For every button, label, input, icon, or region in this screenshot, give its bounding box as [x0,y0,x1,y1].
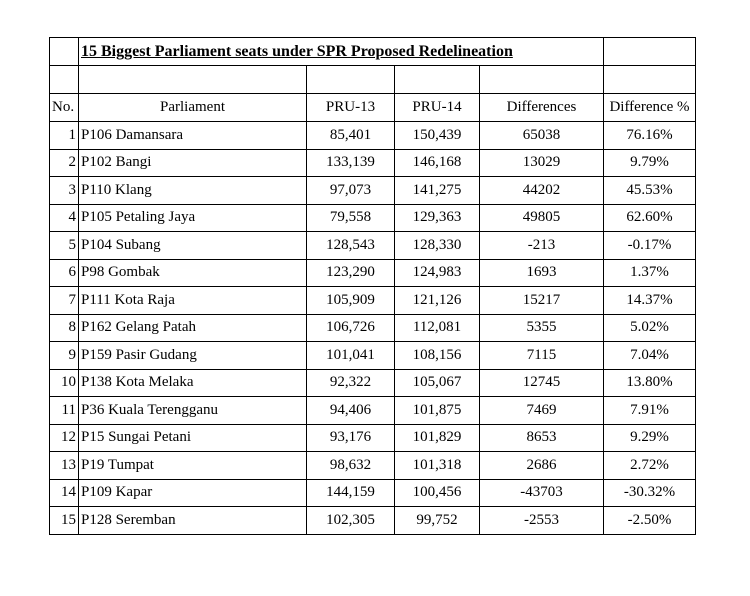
row-pru14-cell[interactable]: 105,067 [395,369,480,397]
row-no-cell[interactable]: 8 [50,314,79,342]
row-parliament-cell[interactable]: P104 Subang [79,232,307,260]
row-no-cell[interactable]: 7 [50,287,79,315]
row-diff-cell[interactable]: 13029 [480,149,604,177]
blank-cell[interactable] [50,66,79,94]
row-pru13-cell[interactable]: 97,073 [307,177,395,205]
row-diff-cell[interactable]: 15217 [480,287,604,315]
row-pct-cell[interactable]: 62.60% [604,204,696,232]
row-pct-cell[interactable]: -30.32% [604,479,696,507]
row-diff-cell[interactable]: 49805 [480,204,604,232]
row-no-cell[interactable]: 11 [50,397,79,425]
seats-table [49,37,696,535]
row-pct-cell[interactable]: 9.29% [604,424,696,452]
blank-cell[interactable] [480,66,604,94]
row-parliament-cell[interactable]: P19 Tumpat [79,452,307,480]
row-pru13-cell[interactable]: 106,726 [307,314,395,342]
row-pru14-cell[interactable]: 99,752 [395,507,480,535]
row-pru13-cell[interactable]: 105,909 [307,287,395,315]
row-pru14-cell[interactable]: 100,456 [395,479,480,507]
row-diff-cell[interactable]: 2686 [480,452,604,480]
row-pru13-cell[interactable]: 144,159 [307,479,395,507]
row-pct-cell[interactable]: 76.16% [604,122,696,150]
table-row [50,232,696,260]
title-pct-cell[interactable] [604,38,696,66]
row-pru14-cell[interactable]: 146,168 [395,149,480,177]
row-diff-cell[interactable]: 65038 [480,122,604,150]
row-no-cell[interactable]: 1 [50,122,79,150]
table-row [50,149,696,177]
header-pru13[interactable]: PRU-13 [307,94,395,122]
row-parliament-cell[interactable]: P98 Gombak [79,259,307,287]
row-parliament-cell[interactable]: P162 Gelang Patah [79,314,307,342]
row-pru14-cell[interactable]: 150,439 [395,122,480,150]
title-blank-cell[interactable] [50,38,79,66]
table-row [50,177,696,205]
row-diff-cell[interactable]: -43703 [480,479,604,507]
row-pct-cell[interactable]: -0.17% [604,232,696,260]
row-pru13-cell[interactable]: 93,176 [307,424,395,452]
row-parliament-cell[interactable]: P102 Bangi [79,149,307,177]
table-row [50,424,696,452]
row-pct-cell[interactable]: 14.37% [604,287,696,315]
table-row [50,287,696,315]
row-pct-cell[interactable]: 2.72% [604,452,696,480]
row-pct-cell[interactable]: 7.91% [604,397,696,425]
table-body [50,38,696,535]
row-parliament-cell[interactable]: P105 Petaling Jaya [79,204,307,232]
row-pru14-cell[interactable]: 101,318 [395,452,480,480]
table-row [50,397,696,425]
row-no-cell[interactable]: 2 [50,149,79,177]
blank-cell[interactable] [79,66,307,94]
row-pct-cell[interactable]: -2.50% [604,507,696,535]
header-differences[interactable]: Differences [480,94,604,122]
row-parliament-cell[interactable]: P15 Sungai Petani [79,424,307,452]
row-no-cell[interactable]: 13 [50,452,79,480]
row-no-cell[interactable]: 10 [50,369,79,397]
row-no-cell[interactable]: 12 [50,424,79,452]
row-pct-cell[interactable]: 7.04% [604,342,696,370]
row-diff-cell[interactable]: 44202 [480,177,604,205]
row-pru14-cell[interactable]: 124,983 [395,259,480,287]
row-pct-cell[interactable]: 13.80% [604,369,696,397]
table-row [50,452,696,480]
row-pru13-cell[interactable]: 128,543 [307,232,395,260]
row-pru14-cell[interactable]: 101,875 [395,397,480,425]
row-pru14-cell[interactable]: 129,363 [395,204,480,232]
row-diff-cell[interactable]: 12745 [480,369,604,397]
row-parliament-cell[interactable]: P159 Pasir Gudang [79,342,307,370]
row-pru13-cell[interactable]: 98,632 [307,452,395,480]
table-row [50,122,696,150]
blank-cell[interactable] [604,66,696,94]
row-parliament-cell[interactable]: P110 Klang [79,177,307,205]
row-parliament-cell[interactable]: P109 Kapar [79,479,307,507]
row-pru14-cell[interactable]: 121,126 [395,287,480,315]
row-no-cell[interactable]: 4 [50,204,79,232]
row-pct-cell[interactable]: 1.37% [604,259,696,287]
table-row [50,204,696,232]
row-parliament-cell[interactable]: P36 Kuala Terengganu [79,397,307,425]
row-pru13-cell[interactable]: 101,041 [307,342,395,370]
row-pru13-cell[interactable]: 92,322 [307,369,395,397]
table-title[interactable]: 15 Biggest Parliament seats under SPR Proposed Redelineation [79,38,604,66]
row-no-cell[interactable]: 15 [50,507,79,535]
row-pct-cell[interactable]: 5.02% [604,314,696,342]
row-no-cell[interactable]: 14 [50,479,79,507]
table-row [50,507,696,535]
row-pru13-cell[interactable]: 85,401 [307,122,395,150]
row-pru14-cell[interactable]: 112,081 [395,314,480,342]
blank-cell[interactable] [307,66,395,94]
row-no-cell[interactable]: 6 [50,259,79,287]
table-row [50,479,696,507]
row-pru13-cell[interactable]: 79,558 [307,204,395,232]
row-pru14-cell[interactable]: 128,330 [395,232,480,260]
row-diff-cell[interactable]: 7469 [480,397,604,425]
row-parliament-cell[interactable]: P111 Kota Raja [79,287,307,315]
row-pru14-cell[interactable]: 141,275 [395,177,480,205]
header-difference-pct[interactable]: Difference % [604,94,696,122]
header-parliament[interactable]: Parliament [79,94,307,122]
row-diff-cell[interactable]: 7115 [480,342,604,370]
table-row [50,259,696,287]
blank-row [50,66,696,94]
header-no[interactable]: No. [50,94,79,122]
row-pru14-cell[interactable]: 108,156 [395,342,480,370]
row-no-cell[interactable]: 3 [50,177,79,205]
row-no-cell[interactable]: 5 [50,232,79,260]
row-parliament-cell[interactable]: P128 Seremban [79,507,307,535]
row-parliament-cell[interactable]: P106 Damansara [79,122,307,150]
row-diff-cell[interactable]: 1693 [480,259,604,287]
table-row [50,342,696,370]
header-pru14[interactable]: PRU-14 [395,94,480,122]
row-pct-cell[interactable]: 9.79% [604,149,696,177]
header-row [50,94,696,122]
row-diff-cell[interactable]: -213 [480,232,604,260]
row-pru13-cell[interactable]: 94,406 [307,397,395,425]
row-diff-cell[interactable]: 8653 [480,424,604,452]
table-row [50,314,696,342]
row-pru13-cell[interactable]: 102,305 [307,507,395,535]
row-diff-cell[interactable]: -2553 [480,507,604,535]
table-row [50,369,696,397]
title-row [50,38,696,66]
row-no-cell[interactable]: 9 [50,342,79,370]
row-pru13-cell[interactable]: 133,139 [307,149,395,177]
row-pru14-cell[interactable]: 101,829 [395,424,480,452]
row-diff-cell[interactable]: 5355 [480,314,604,342]
row-parliament-cell[interactable]: P138 Kota Melaka [79,369,307,397]
blank-cell[interactable] [395,66,480,94]
row-pru13-cell[interactable]: 123,290 [307,259,395,287]
row-pct-cell[interactable]: 45.53% [604,177,696,205]
